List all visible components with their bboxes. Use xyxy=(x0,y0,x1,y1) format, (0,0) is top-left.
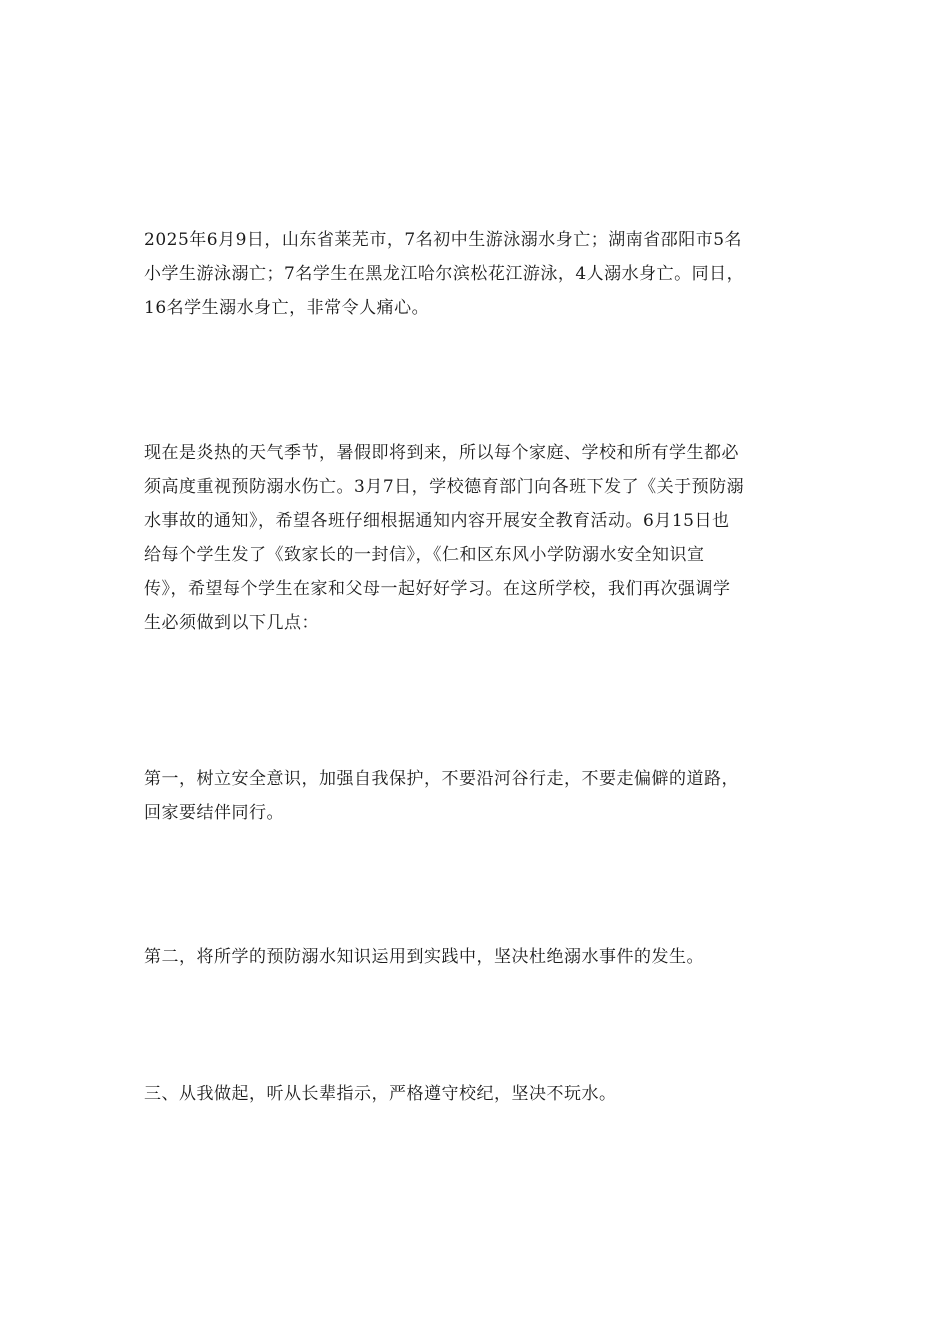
text-line: 第二，将所学的预防溺水知识运用到实践中，坚决杜绝溺水事件的发生。 xyxy=(144,947,704,967)
paragraph-school-notice xyxy=(144,436,810,640)
text-line: 小学生游泳溺亡；7名学生在黑龙江哈尔滨松花江游泳，4人溺水身亡。同日， xyxy=(144,264,745,284)
paragraph-point-two xyxy=(144,940,810,974)
text-line: 须高度重视预防溺水伤亡。3月7日，学校德育部门向各班下发了《关于预防溺 xyxy=(144,477,745,497)
paragraph-point-one xyxy=(144,762,810,830)
text-line: 给每个学生发了《致家长的一封信》，《仁和区东风小学防溺水安全知识宣 xyxy=(144,545,705,565)
paragraph-point-three xyxy=(144,1077,810,1111)
text-line: 生必须做到以下几点： xyxy=(144,613,319,633)
text-line: 回家要结伴同行。 xyxy=(144,803,284,823)
text-line: 2025年6月9日，山东省莱芜市，7名初中生游泳溺水身亡；湖南省邵阳市5名 xyxy=(144,230,743,250)
text-line: 现在是炎热的天气季节，暑假即将到来，所以每个家庭、学校和所有学生都必 xyxy=(144,443,739,463)
text-line: 三、从我做起，听从长辈指示，严格遵守校纪，坚决不玩水。 xyxy=(144,1084,617,1104)
text-line: 16名学生溺水身亡，非常令人痛心。 xyxy=(144,298,430,318)
text-line: 水事故的通知》，希望各班仔细根据通知内容开展安全教育活动。6月15日也 xyxy=(144,511,730,531)
text-line: 第一，树立安全意识，加强自我保护，不要沿河谷行走，不要走偏僻的道路， xyxy=(144,769,739,789)
text-line: 传》，希望每个学生在家和父母一起好好学习。在这所学校，我们再次强调学 xyxy=(144,579,731,599)
paragraph-incident-report xyxy=(144,223,810,325)
